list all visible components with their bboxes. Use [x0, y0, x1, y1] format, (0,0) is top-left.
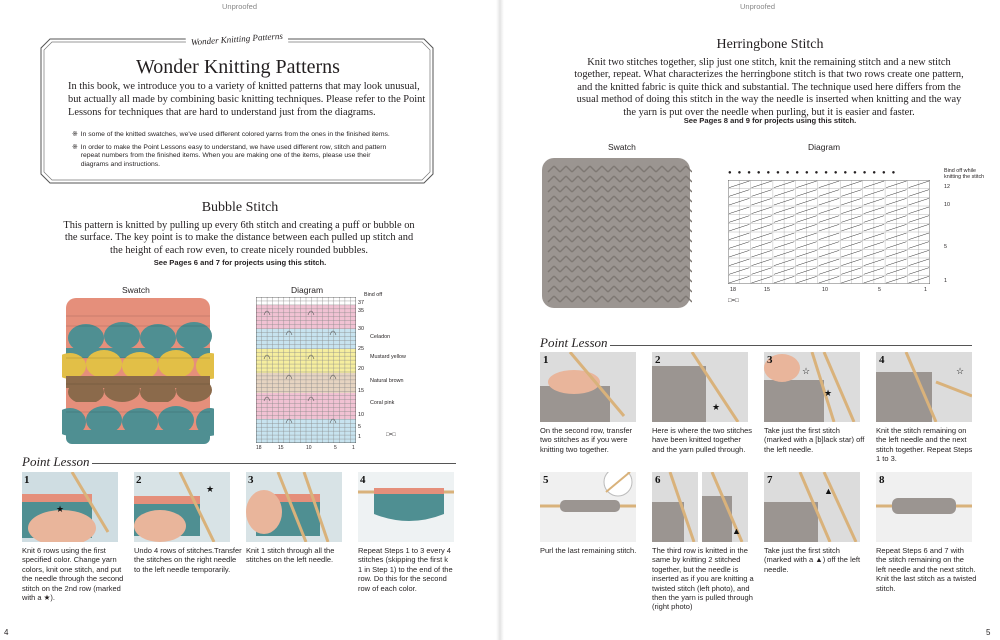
caption-line: 1 in Step 1) to the end of the — [358, 564, 453, 574]
step-caption-right-3 — [764, 426, 872, 454]
col-label: 5 — [334, 445, 337, 451]
bubble-line: the surface. The key point is to make the distance between each pulled up stitch and — [64, 232, 414, 244]
col-label: 1 — [352, 445, 355, 451]
herring-row-label: 1 — [944, 278, 947, 284]
caption-line: Take just the first stitch — [764, 546, 840, 555]
herring-see-pages: See Pages 8 and 9 for projects using this stitch. — [683, 116, 857, 125]
lesson-title-right: Point Lesson — [540, 335, 608, 350]
col-label: 15 — [278, 445, 284, 451]
bubble-text — [58, 220, 420, 257]
intro-line: In this book, we introduce you to a variety of knitted patterns that may look unusual, — [68, 81, 420, 92]
caption-line: stitch on the 2nd row (marked — [22, 583, 121, 593]
row-label: 30 — [358, 326, 364, 332]
caption-line: Purl the last remaining stitch. — [540, 546, 637, 555]
caption-line: two stitches as if you were — [540, 435, 628, 445]
caption-line: Undo 4 rows of stitches.Transfer — [134, 546, 242, 555]
herring-swatch-label: Swatch — [608, 142, 636, 152]
caption-line: (marked with a ▲) off the left — [764, 555, 861, 565]
col-label: 10 — [822, 287, 828, 293]
step-photo-left-1 — [22, 472, 118, 542]
caption-line: Knit 6 rows using the first — [22, 546, 106, 555]
step-caption-right-8 — [876, 546, 986, 593]
intro-title: Wonder Knitting Patterns — [136, 56, 340, 78]
caption-line: inserted as if you are knitting a — [652, 574, 754, 584]
caption-line: (marked with a [b]lack star) off — [764, 435, 865, 445]
herring-line: and the knitted fabric is quite thick and substantial. The technique used here differs from the — [577, 81, 961, 93]
bubble-annotations — [358, 292, 438, 446]
col-label: 18 — [730, 287, 736, 293]
intro-tab: Wonder Knitting Patterns — [186, 30, 289, 51]
bubble-diagram-label: Diagram — [291, 285, 324, 295]
intro-line: but actually all made by combining basic knitting techniques. Please refer to the Point — [68, 93, 426, 105]
herring-row-label: 5 — [944, 244, 947, 250]
step-number: 4 — [879, 354, 885, 366]
step-photo-right-6b — [702, 472, 748, 542]
step-number: 8 — [879, 474, 885, 486]
step-caption-left-3 — [246, 546, 350, 565]
herring-swatch-image — [540, 156, 692, 310]
bubble-col-labels — [256, 445, 356, 455]
brown-label: Natural brown — [370, 378, 404, 384]
step-caption-left-4 — [358, 546, 462, 593]
row-label: 20 — [358, 366, 364, 372]
herring-col-labels — [728, 287, 930, 295]
bubble-swatch-photo — [62, 296, 214, 446]
bind-off-line: Bind off while — [944, 168, 976, 174]
col-label: 18 — [256, 445, 262, 451]
caption-line: with a ★). — [22, 592, 55, 602]
step-number: 4 — [360, 474, 366, 486]
pink-label: Coral pink — [370, 400, 395, 406]
intro-note — [72, 144, 424, 170]
step-caption-right-4 — [876, 426, 984, 464]
intro-text — [68, 81, 428, 120]
step-photo-left-3 — [246, 472, 342, 542]
lesson-rule-right — [610, 345, 972, 346]
bind-off-label: Bind off — [364, 292, 383, 298]
col-label: 1 — [924, 287, 927, 293]
herring-row-label: 10 — [944, 202, 950, 208]
step-caption-left-1 — [22, 546, 126, 602]
caption-line: row of each color. — [358, 583, 417, 593]
herring-row-label: 12 — [944, 184, 950, 190]
caption-line: knitting two together. — [540, 444, 609, 454]
caption-line: twisted stitch (left photo), and — [652, 583, 750, 593]
herring-chart-grid — [728, 180, 930, 284]
caption-line: the left needle. — [764, 444, 814, 454]
caption-line: stitches (skipping the first k — [358, 555, 449, 565]
herring-line: together, repeat. What characterizes the herringbone stitch is that two rows create one pattern, — [574, 69, 964, 81]
row-label: 15 — [358, 388, 364, 394]
caption-line: stitch together. Repeat Steps — [876, 444, 973, 454]
bubble-swatch-label: Swatch — [122, 285, 150, 295]
caption-line: Repeat Steps 1 to 3 every 4 — [358, 546, 451, 555]
note-text: In order to make the Point Lessons easy to understand, we have used different row, stitch and pattern — [80, 143, 387, 151]
caption-line: the stitches on the right needle — [134, 555, 237, 565]
caption-line: and the yarn pulled through. — [652, 444, 746, 454]
mustard-label: Mustard yellow — [370, 354, 406, 360]
svg-text:▲: ▲ — [732, 526, 741, 536]
unproofed-label-right: Unproofed — [740, 2, 776, 11]
intro-note — [72, 131, 424, 140]
col-label: 5 — [878, 287, 881, 293]
note-mark: ※ — [72, 143, 78, 151]
bubble-line: the height of each row even, to create nicely rounded bubbles. — [110, 244, 368, 256]
row-label: 37 — [358, 300, 364, 306]
caption-line: specified color. Change yarn — [22, 555, 117, 565]
herring-swatch-photo — [540, 156, 692, 310]
herring-text — [568, 57, 970, 119]
bubble-title: Bubble Stitch — [201, 200, 279, 215]
step-caption-right-5 — [540, 546, 648, 555]
col-label: 15 — [764, 287, 770, 293]
herring-bind-off-note — [944, 168, 984, 181]
step-number: 1 — [543, 354, 549, 366]
step-caption-right-6 — [652, 546, 760, 612]
bind-off-marks: ●●●●●●●●●●●●●●●●●● — [728, 170, 902, 176]
step-photo-right-7 — [764, 472, 860, 542]
herring-diagram-label: Diagram — [808, 142, 841, 152]
svg-text:☆: ☆ — [956, 366, 965, 376]
step-number: 1 — [24, 474, 30, 486]
bubble-swatch-image — [62, 296, 214, 446]
row-label: 10 — [358, 412, 364, 418]
caption-line: the left needle and the next — [876, 435, 967, 445]
row-label: 35 — [358, 308, 364, 314]
svg-text:★: ★ — [56, 504, 65, 514]
note-text: diagrams and instructions. — [80, 161, 161, 169]
caption-line: stitches on the left needle. — [246, 555, 334, 565]
caption-line: (right photo) — [652, 602, 693, 612]
note-text: In some of the knitted swatches, we've used different colored yarns from the ones in the finished items. — [80, 131, 390, 138]
celadon-label: Celadon — [370, 334, 391, 340]
page-gutter — [496, 0, 504, 640]
step-number: 3 — [248, 474, 254, 486]
bind-off-line: knitting the stitch — [944, 174, 985, 181]
lesson-rule-left — [92, 463, 456, 464]
caption-line: together, but the needle is — [652, 564, 739, 574]
caption-line: to the left needle temporarily. — [134, 564, 231, 574]
caption-line: Knit the last stitch as a twisted — [876, 574, 977, 584]
step-photo-right-5 — [540, 472, 636, 542]
caption-line: Take just the first stitch — [764, 426, 840, 435]
intro-notes — [72, 131, 424, 170]
bubble-see-pages: See Pages 6 and 7 for projects using this stitch. — [153, 258, 327, 267]
row-label: 1 — [358, 434, 361, 440]
caption-line: same by knitting 2 stitched — [652, 555, 741, 565]
step-number: 6 — [655, 474, 661, 486]
step-caption-right-7 — [764, 546, 872, 574]
svg-text:★: ★ — [824, 388, 833, 398]
herring-line: the yarn is put over the needle when purling, but it is easier and faster. — [623, 106, 915, 118]
caption-line: The third row is knitted in the — [652, 546, 748, 555]
caption-line: then the yarn is pulled through — [652, 592, 753, 602]
lesson-title-left: Point Lesson — [22, 454, 90, 469]
step-caption-right-1 — [540, 426, 644, 454]
legend-symbol: □=□ — [386, 432, 396, 438]
step-photo-right-4 — [876, 352, 972, 422]
caption-line: Knit the stitch remaining on — [876, 426, 967, 435]
note-mark: ※ — [72, 131, 78, 138]
caption-line: have been knitted together — [652, 435, 741, 445]
herring-title: Herringbone Stitch — [716, 37, 824, 52]
step-number: 7 — [767, 474, 773, 486]
svg-text:▲: ▲ — [824, 486, 833, 496]
caption-line: left needle and the next stitch. — [876, 564, 976, 574]
page-number-right: 5 — [986, 628, 991, 637]
caption-line: stitch. — [876, 583, 896, 593]
page-number-left: 4 — [4, 628, 9, 637]
caption-line: the needle through the second — [22, 574, 124, 584]
step-photo-left-4 — [358, 472, 454, 542]
step-caption-left-2 — [134, 546, 244, 574]
bubble-line: This pattern is knitted by pulling up every 6th stitch and creating a puff or bubble on — [63, 220, 415, 231]
step-photo-right-1 — [540, 352, 636, 422]
step-caption-right-2 — [652, 426, 760, 454]
step-photo-right-8 — [876, 472, 972, 542]
herring-line: usual method of doing this stitch in the way the needle is inserted when knitting and the way — [576, 94, 962, 106]
herring-legend: □=□ — [728, 298, 739, 304]
caption-line: Knit 1 stitch through all the — [246, 546, 335, 555]
step-photo-left-2 — [134, 472, 230, 542]
caption-line: 1 to 3. — [876, 454, 897, 464]
caption-line: row. Do this for the second — [358, 574, 447, 584]
svg-text:★: ★ — [712, 402, 721, 412]
note-text: repeat numbers from the finished items. When you are making one of the items, please use their — [80, 152, 371, 160]
row-label: 25 — [358, 346, 364, 352]
svg-text:☆: ☆ — [802, 366, 811, 376]
row-label: 5 — [358, 424, 361, 430]
step-photo-right-3 — [764, 352, 860, 422]
bubble-chart-grid — [256, 297, 356, 443]
caption-line: needle. — [764, 564, 789, 574]
col-label: 10 — [306, 445, 312, 451]
svg-text:★: ★ — [206, 484, 215, 494]
caption-line: Here is where the two stitches — [652, 426, 753, 435]
herring-line: Knit two stitches together, slip just one stitch, knit the remaining stitch and a new stitch — [587, 57, 951, 68]
step-number: 2 — [136, 474, 142, 486]
step-number: 3 — [767, 354, 773, 366]
caption-line: Repeat Steps 6 and 7 with — [876, 546, 964, 555]
step-number: 2 — [655, 354, 661, 366]
step-number: 5 — [543, 474, 549, 486]
caption-line: On the second row, transfer — [540, 426, 633, 435]
step-photo-right-2 — [652, 352, 748, 422]
intro-line: Lessons for techniques that are hard to understand just from the diagrams. — [68, 106, 376, 118]
caption-line: colors, knit one stitch, and put — [22, 564, 122, 574]
unproofed-label-left: Unproofed — [222, 2, 258, 11]
caption-line: the stitch remaining on the — [876, 555, 964, 565]
